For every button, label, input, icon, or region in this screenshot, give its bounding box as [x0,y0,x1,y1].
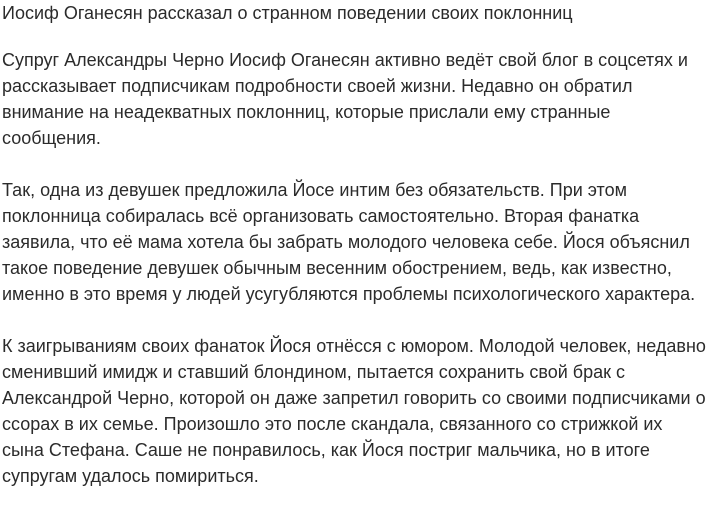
article [2,0,708,489]
article-paragraph-3: К заигрываниям своих фанаток Йося отнёсся с юмором. Молодой человек, недавно сменивший имидж и ставший блондином, пытается сохранить свой брак с Александрой Черно, которой он даже запретил говорить со своими подписчиками о ссорах в их семье. Произошло это после скандала, связанного со стрижкой их сына Стефана. Саше не понравилось, как Йося постриг мальчика, но в итоге супругам удалось помириться. [2,336,706,486]
article-title: Иосиф Оганесян рассказал о странном поведении своих поклонниц [2,3,573,23]
article-paragraph-2: Так, одна из девушек предложила Йосе интим без обязательств. При этом поклонница собиралась всё организовать самостоятельно. Вторая фанатка заявила, что её мама хотела бы забрать молодого человека себе. Йося объяснил такое поведение девушек обычным весенним обострением, ведь, как известно, именно в это время у людей усугубляются проблемы психологического характера. [2,180,696,304]
article-paragraph-1: Супруг Александры Черно Иосиф Оганесян активно ведёт свой блог в соцсетях и рассказывает подписчикам подробности своей жизни. Недавно он обратил внимание на неадекватных поклонниц, которые прислали ему странные сообщения. [2,50,688,148]
